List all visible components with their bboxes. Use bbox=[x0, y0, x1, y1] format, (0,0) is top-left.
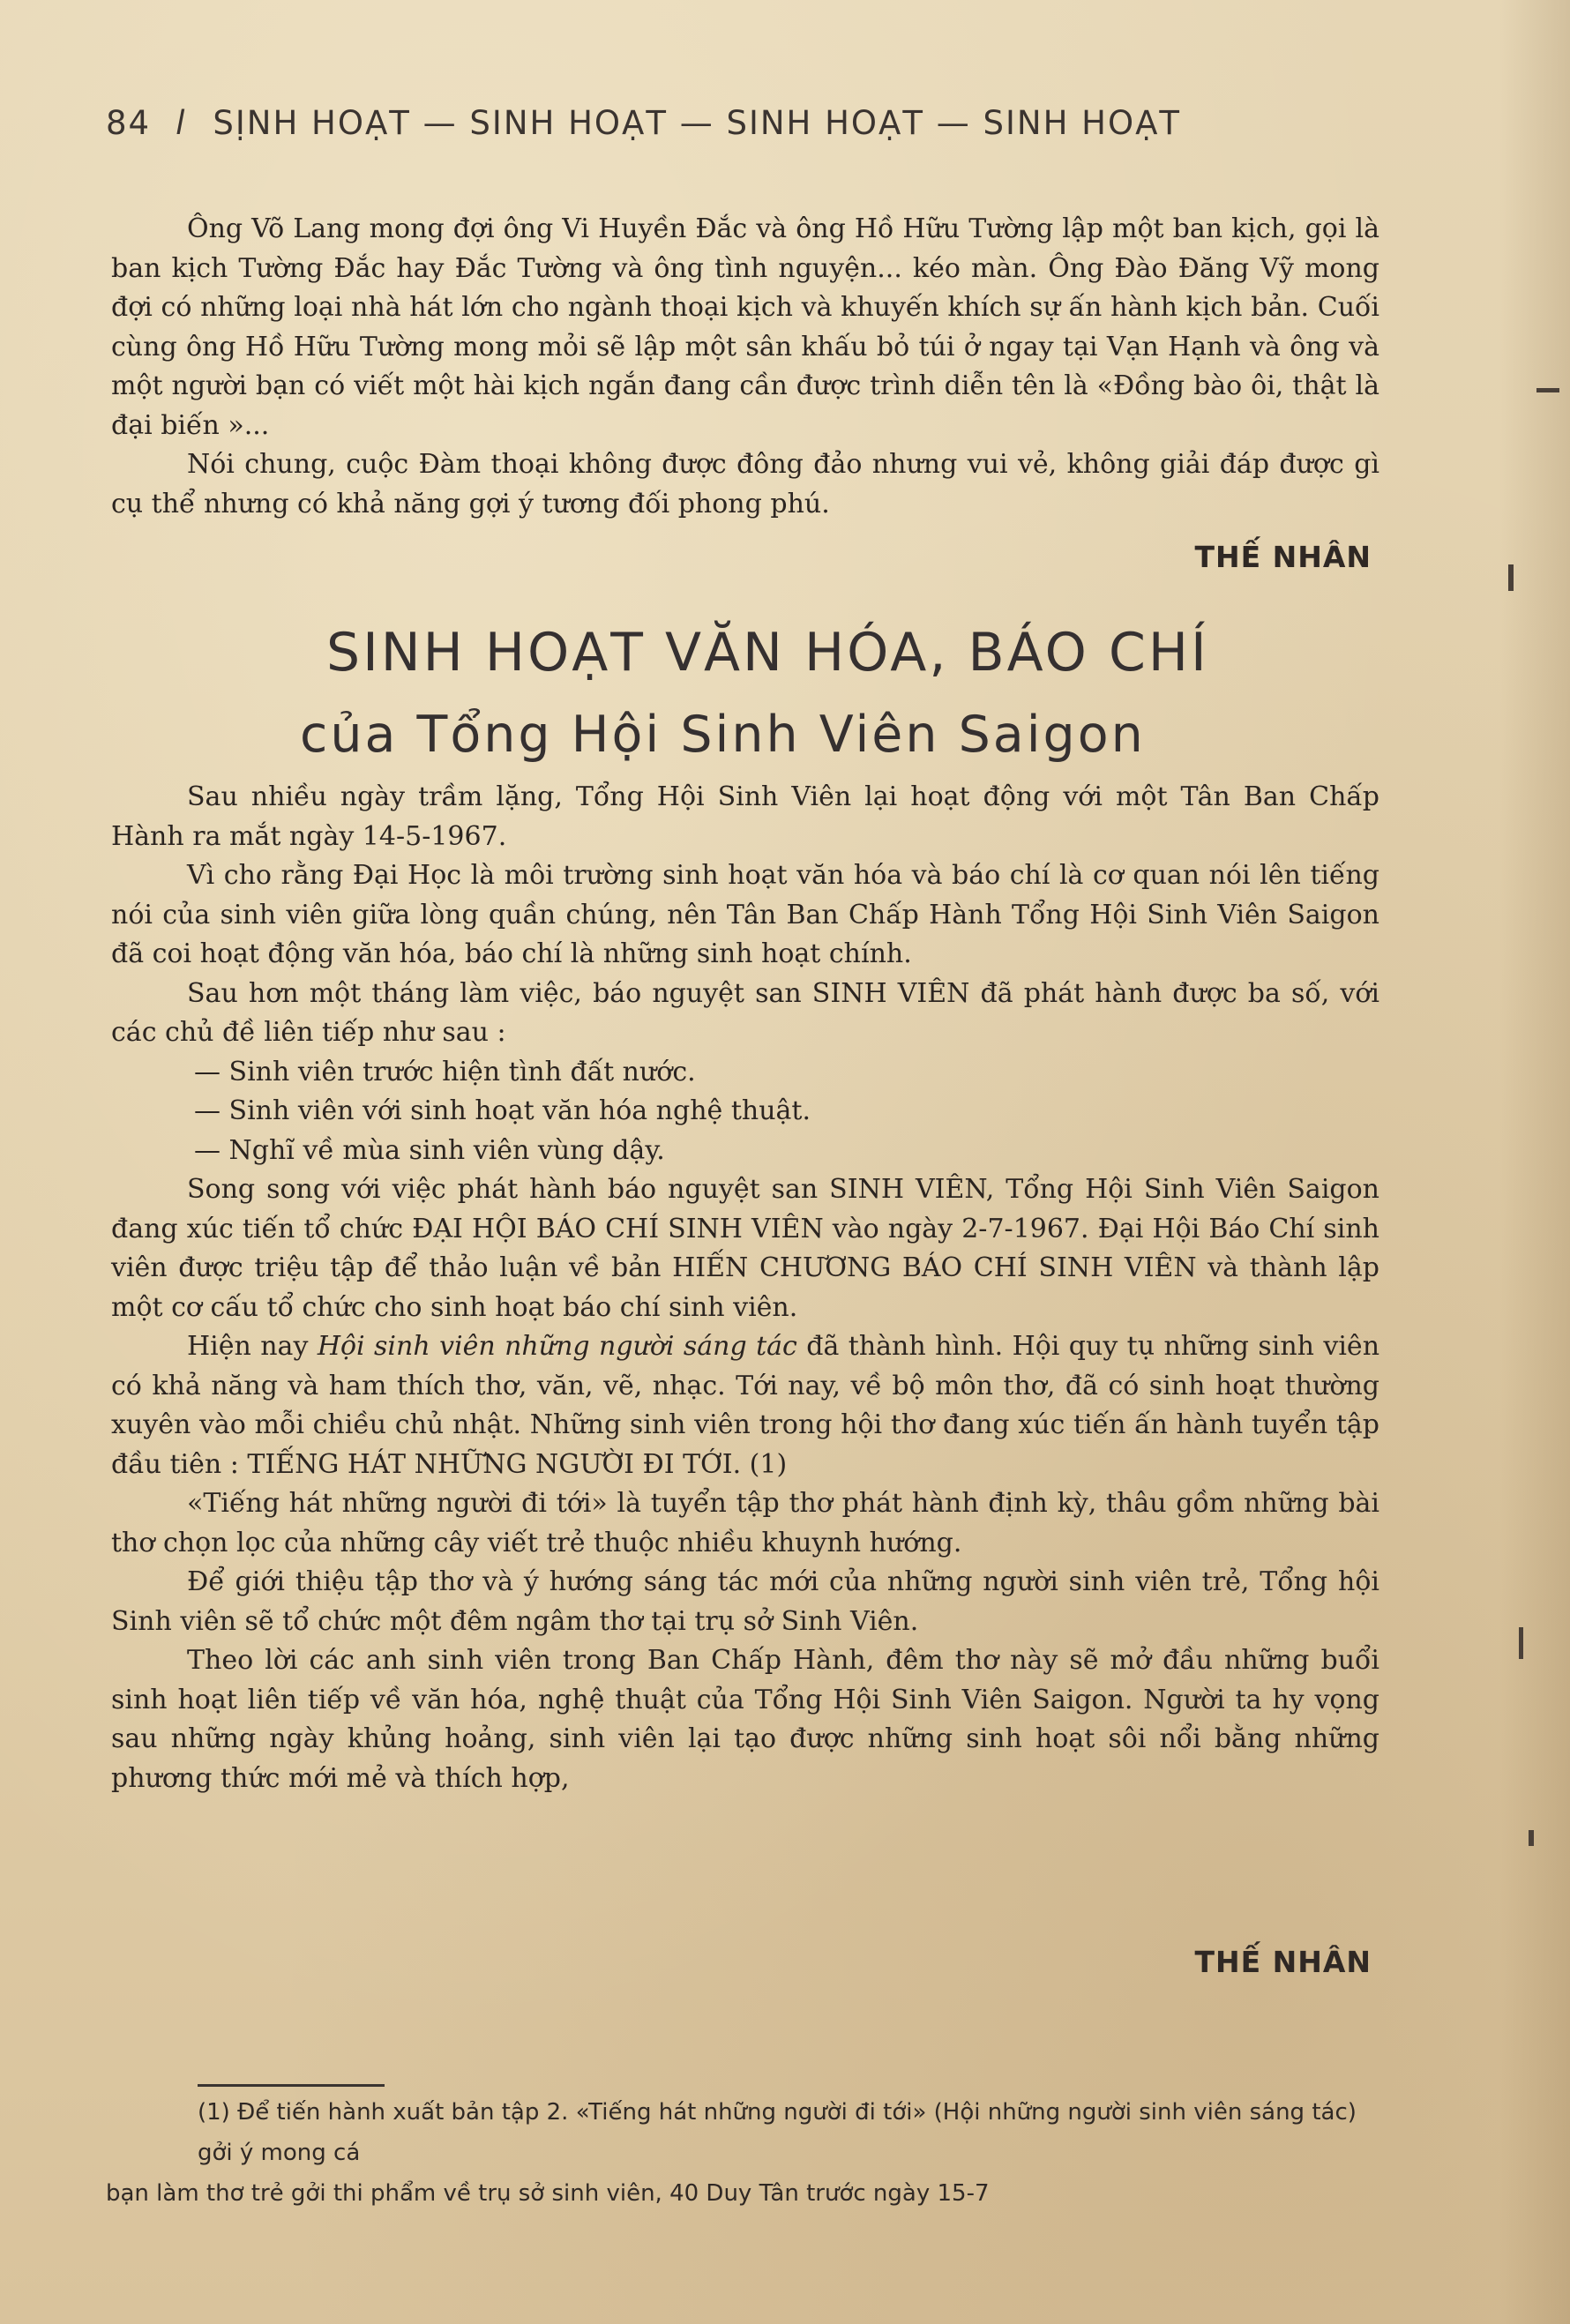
article1-paragraph-2: Nói chung, cuộc Đàm thoại không được đông đảo nhưng vui vẻ, không giải đáp được gì cụ thể nhưng có khả năng gợi ý tương đối phong phú. bbox=[111, 449, 1379, 519]
article2-paragraph-5 bbox=[111, 1327, 1379, 1484]
p5-lead: Hiện nay bbox=[187, 1331, 318, 1362]
article2-paragraph-2: Vì cho rằng Đại Học là môi trường sinh hoạt văn hóa và báo chí là cơ quan nói lên tiếng nói của sinh viên giữa lòng quần chúng, nên Tân Ban Chấp Hành Tổng Hội Sinh Viên Saigon đã coi hoạt động văn hóa, báo chí là những sinh hoạt chính. bbox=[111, 860, 1379, 969]
article2-signature: THẾ NHÂN bbox=[1194, 1945, 1372, 1979]
running-title: SỊNH HOẠT — SINH HOẠT — SINH HOẠT — SINH HOẠT bbox=[213, 104, 1182, 142]
article1-signature: THẾ NHÂN bbox=[1194, 540, 1372, 574]
p5-group-name: Hội sinh viên những người sáng tác bbox=[317, 1331, 797, 1362]
margin-speck bbox=[1536, 388, 1559, 392]
article2-paragraph-3: Sau hơn một tháng làm việc, báo nguyệt san SINH VIÊN đã phát hành được ba số, với các chủ đề liên tiếp như sau : bbox=[111, 977, 1379, 1048]
margin-speck bbox=[1519, 1627, 1523, 1659]
theme-list-item-3: — Nghĩ về mùa sinh viên vùng dậy. bbox=[194, 1134, 665, 1166]
theme-list-item-1: — Sinh viên trước hiện tình đất nước. bbox=[194, 1056, 696, 1087]
theme-list-item-2: — Sinh viên với sinh hoạt văn hóa nghệ thuật. bbox=[194, 1095, 811, 1126]
article2-paragraph-4: Song song với việc phát hành báo nguyệt san SINH VIÊN, Tổng Hội Sinh Viên Saigon đang xúc tiến tổ chức ĐẠI HỘI BÁO CHÍ SINH VIÊN vào ngày 2-7-1967. Đại Hội Báo Chí sinh viên được triệu tập để thảo luận về bản HIẾN CHƯƠNG BÁO CHÍ SINH VIÊN và thành lập một cơ cấu tổ chức cho sinh hoạt báo chí sinh viên. bbox=[111, 1174, 1379, 1323]
article2-title: SINH HOẠT VĂN HÓA, BÁO CHÍ bbox=[326, 622, 1209, 684]
page-edge-shadow bbox=[1499, 0, 1570, 2324]
article1-paragraph-1: Ông Võ Lang mong đợi ông Vi Huyền Đắc và ông Hồ Hữu Tường lập một ban kịch, gọi là ban kịch Tường Đắc hay Đắc Tường và ông tình nguyện... kéo màn. Ông Đào Đăng Vỹ mong đợi có những loại nhà hát lớn cho ngành thoại kịch và khuyến khích sự ấn hành kịch bản. Cuối cùng ông Hồ Hữu Tường mong mỏi sẽ lập một sân khấu bỏ túi ở ngay tại Vạn Hạnh và ông và một người bạn có viết một hài kịch ngắn đang cần được trình diễn tên là «Đồng bào ôi, thật là đại biến »... bbox=[111, 213, 1379, 441]
footnote bbox=[106, 2092, 1385, 2214]
article2-paragraph-7: Để giới thiệu tập thơ và ý hướng sáng tác mới của những người sinh viên trẻ, Tổng hội Sinh viên sẽ tổ chức một đêm ngâm thơ tại trụ sở Sinh Viên. bbox=[111, 1566, 1379, 1637]
margin-speck bbox=[1508, 564, 1514, 591]
article2-paragraph-8: Theo lời các anh sinh viên trong Ban Chấp Hành, đêm thơ này sẽ mở đầu những buổi sinh hoạt liên tiếp về văn hóa, nghệ thuật của Tổng Hội Sinh Viên Saigon. Người ta hy vọng sau những ngày khủng hoảng, sinh viên lại tạo được những sinh hoạt sôi nổi bằng những phương thức mới mẻ và thích hợp, bbox=[111, 1645, 1379, 1794]
article2-paragraph-1: Sau nhiều ngày trầm lặng, Tổng Hội Sinh Viên lại hoạt động với một Tân Ban Chấp Hành ra mắt ngày 14-5-1967. bbox=[111, 781, 1379, 852]
article-drama-talk bbox=[111, 210, 1379, 524]
header-separator: l bbox=[176, 104, 187, 142]
footnote-line-1: (1) Để tiến hành xuất bản tập 2. «Tiếng hát những người đi tới» (Hội những người sinh viên sáng tác) gởi ý mong cá bbox=[198, 2099, 1357, 2166]
article2-subtitle: của Tổng Hội Sinh Viên Saigon bbox=[300, 706, 1146, 764]
footnote-line-2: bạn làm thơ trẻ gởi thi phẩm về trụ sở sinh viên, 40 Duy Tân trước ngày 15-7 bbox=[106, 2180, 990, 2207]
footnote-rule bbox=[198, 2084, 385, 2087]
article-student-union bbox=[111, 778, 1379, 1798]
running-header bbox=[106, 104, 1376, 142]
margin-speck bbox=[1529, 1830, 1534, 1846]
page-number: 84 bbox=[106, 104, 152, 142]
article2-paragraph-6: «Tiếng hát những người đi tới» là tuyển tập thơ phát hành định kỳ, thâu gồm những bài thơ chọn lọc của những cây viết trẻ thuộc nhiều khuynh hướng. bbox=[111, 1488, 1379, 1558]
p5-rest: đã thành hình. Hội quy tụ những sinh viên có khả năng và ham thích thơ, văn, vẽ, nhạc. Tới nay, về bộ môn thơ, đã có sinh hoạt thường xuyên vào mỗi chiều chủ nhật. Những sinh viên trong hội thơ đang xúc tiến ấn hành tuyển tập đầu tiên : TIẾNG HÁT NHỮNG NGƯỜI ĐI TỚI. (1) bbox=[111, 1331, 1380, 1480]
